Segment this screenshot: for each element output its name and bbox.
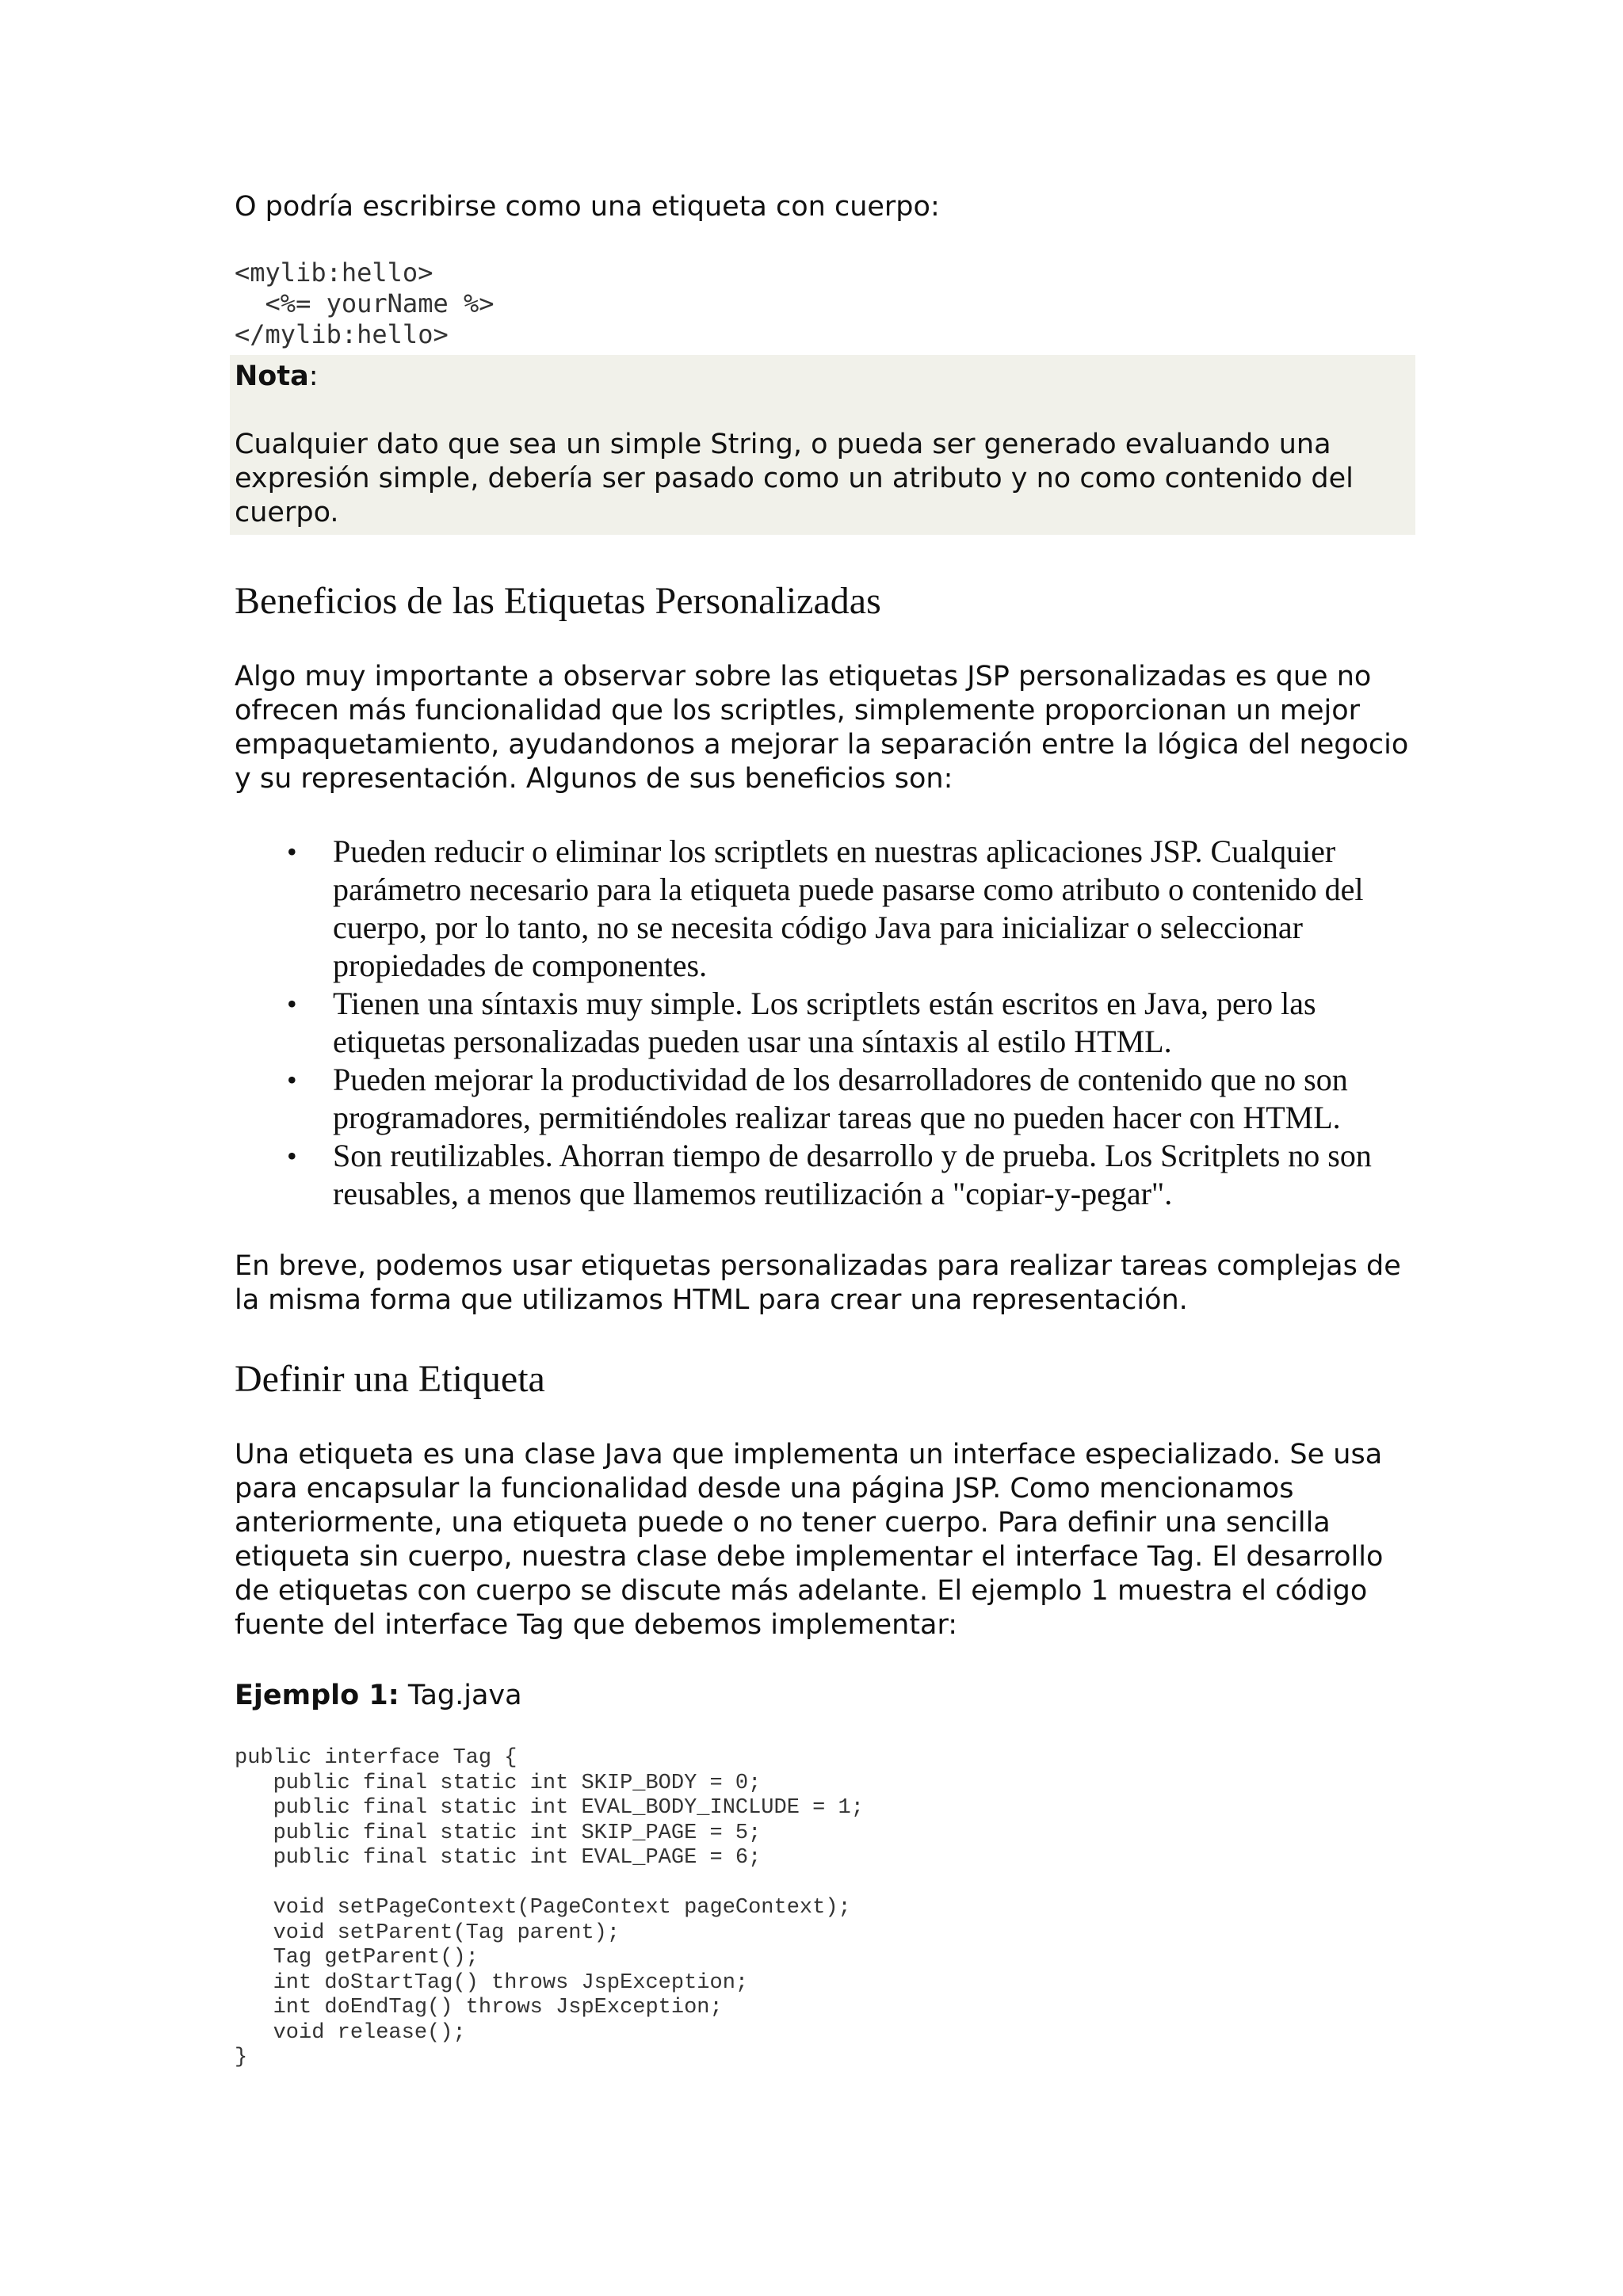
bullet-icon: • bbox=[287, 836, 297, 868]
document-page bbox=[235, 190, 1411, 2071]
benefits-heading: Beneficios de las Etiquetas Personalizadas bbox=[235, 580, 881, 622]
example-title bbox=[235, 1679, 1411, 1713]
intro-text: O podría escribirse como una etiqueta con cuerpo: bbox=[235, 191, 940, 223]
list-item bbox=[235, 833, 1411, 985]
benefits-paragraph: Algo muy importante a observar sobre las etiquetas JSP personalizadas es que no ofrecen más funcionalidad que los scriptles, simplemente proporcionan un mejor empaquetamiento, ayudandonos a mejorar la separación entre la lógica del negocio y su representación. Algunos de sus beneficios son: bbox=[235, 661, 1409, 795]
list-item-text: Tienen una síntaxis muy simple. Los scriptlets están escritos en Java, pero las etiquetas personalizadas pueden usar una síntaxis al estilo HTML. bbox=[333, 986, 1316, 1059]
note-box bbox=[230, 355, 1415, 535]
define-heading: Definir una Etiqueta bbox=[235, 1358, 545, 1400]
bullet-icon: • bbox=[287, 1140, 297, 1172]
tag-code-sample: <mylib:hello> <%= yourName %> </mylib:hello> bbox=[235, 257, 495, 349]
list-item bbox=[235, 985, 1411, 1061]
note-title: Nota bbox=[235, 360, 309, 392]
benefits-list bbox=[235, 833, 1411, 1213]
note-colon: : bbox=[308, 360, 319, 392]
define-paragraph: Una etiqueta es una clase Java que implementa un interface especializado. Se usa para encapsular la funcionalidad desde una página JSP. Como mencionamos anteriormente, una etiqueta puede o no tener cuerpo. Para definir una sencilla etiqueta sin cuerpo, nuestra clase debe implementar el interface Tag. El desarrollo de etiquetas con cuerpo se discute más adelante. El ejemplo 1 muestra el código fuente del interface Tag que debemos implementar: bbox=[235, 1439, 1384, 1641]
list-item bbox=[235, 1137, 1411, 1213]
list-item bbox=[235, 1061, 1411, 1137]
tag-interface-code: public interface Tag { public final static int SKIP_BODY = 0; public final static int EVAL_BODY_INCLUDE = 1; public final static int SKIP_PAGE = 5; public final static int EVAL_PAGE = 6; void setPageContext(PageContext pageContext); void setParent(Tag parent); Tag getParent(); int doStartTag() throws JspException; int doEndTag() throws JspException; void release(); } bbox=[235, 1746, 864, 2069]
bullet-icon: • bbox=[287, 988, 297, 1020]
bullet-icon: • bbox=[287, 1064, 297, 1096]
note-body: Cualquier dato que sea un simple String, o pueda ser generado evaluando una expresión simple, debería ser pasado como un atributo y no como contenido del cuerpo. bbox=[235, 429, 1354, 528]
note-title-line bbox=[235, 360, 1411, 394]
list-item-text: Son reutilizables. Ahorran tiempo de desarrollo y de prueba. Los Scritplets no son reusables, a menos que llamemos reutilización a "copiar-y-pegar". bbox=[333, 1138, 1372, 1211]
example-file: Tag.java bbox=[399, 1680, 522, 1711]
list-item-text: Pueden mejorar la productividad de los desarrolladores de contenido que no son programadores, permitiéndoles realizar tareas que no pueden hacer con HTML. bbox=[333, 1062, 1348, 1135]
list-item-text: Pueden reducir o eliminar los scriptlets en nuestras aplicaciones JSP. Cualquier parámetro necesario para la etiqueta puede pasarse como atributo o contenido del cuerpo, por lo tanto, no se necesita código Java para inicializar o seleccionar propiedades de componentes. bbox=[333, 833, 1364, 983]
example-label: Ejemplo 1: bbox=[235, 1680, 399, 1711]
benefits-closing: En breve, podemos usar etiquetas personalizadas para realizar tareas complejas de la misma forma que utilizamos HTML para crear una representación. bbox=[235, 1250, 1401, 1316]
